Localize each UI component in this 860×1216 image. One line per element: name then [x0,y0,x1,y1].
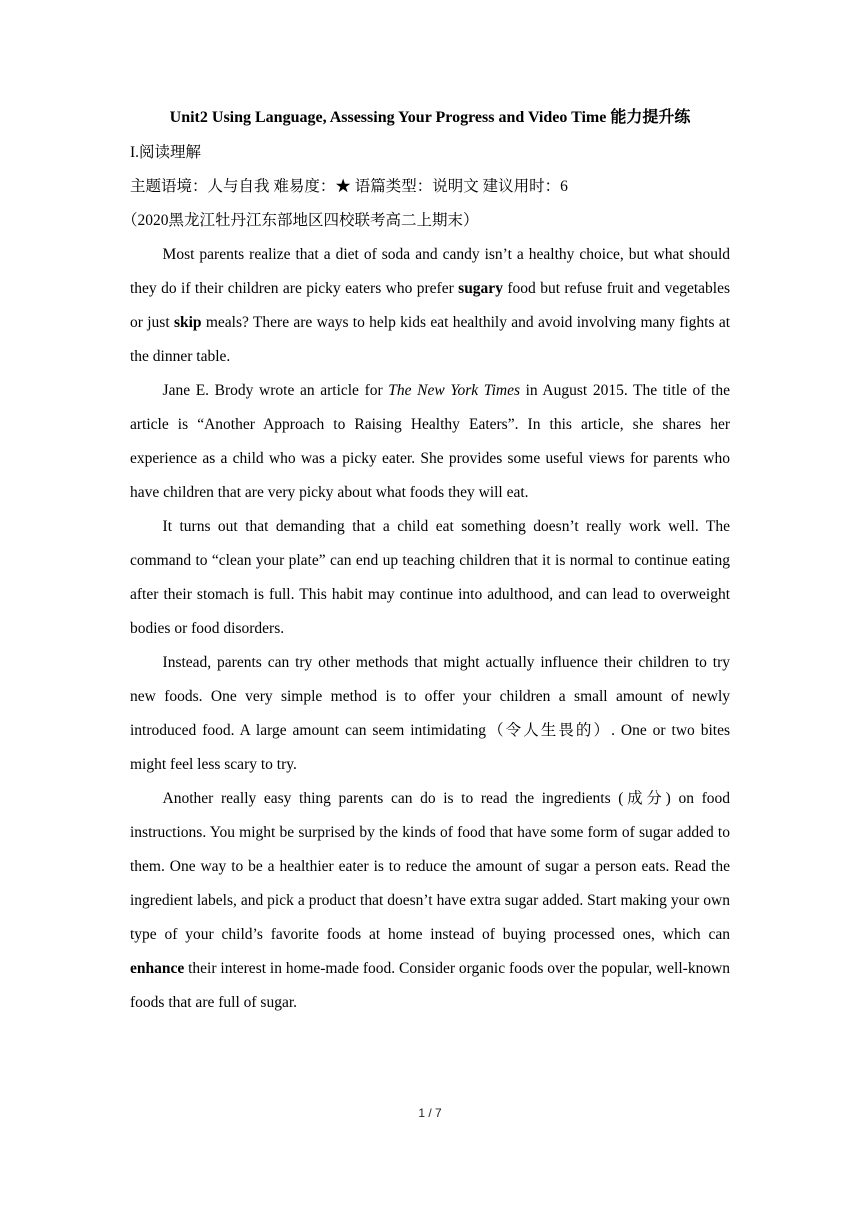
document-title: Unit2 Using Language, Assessing Your Progress and Video Time 能力提升练 [169,109,691,126]
paragraph-5 [130,782,730,1020]
paragraph-1 [130,238,730,374]
paragraph-4: Instead, parents can try other methods that might actually influence their children to try new foods. One very simple method is to offer your children a small amount of newly introduced food. A large amount can seem intimidating（令人生畏的）. One or two bites might feel less scary to try. [130,654,730,773]
paragraph-5-text-a: Another really easy thing parents can do is to read the ingredients (成分) on food instructions. You might be surprised by the kinds of food that have some form of sugar added to them. One way to be a healthier eater is to reduce the amount of sugar a person eats. Read the ingredient labels, and pick a product that doesn’t have extra sugar added. Start making your own type of your child’s favorite foods at home instead of buying processed ones, which can [130,790,730,943]
keyword-skip: skip [173,314,202,331]
paragraph-2 [130,374,730,510]
newspaper-name: The New York Times [388,382,520,399]
paragraph-1-text-a: Most parents realize that a diet of soda and candy isn’t a healthy choice, but what should they do if their children are picky eaters who prefer [130,246,730,297]
paragraph-2-text-a: Jane E. Brody wrote an article for [162,382,389,399]
paragraph-1-text-c: food but refuse fruit and vegetables or just [130,280,730,331]
passage-meta: 主题语境：人与自我 难易度：★ 语篇类型：说明文 建议用时：6 [130,178,568,195]
keyword-sugary: sugary [458,280,503,297]
passage-source: （2020黑龙江牡丹江东部地区四校联考高二上期末） [122,212,479,229]
paragraph-5-text-c: their interest in home-made food. Consider organic foods over the popular, well-known foods that are full of sugar. [130,960,731,1011]
page-number: 1 / 7 [418,1106,442,1120]
paragraph-1-text-e: meals? There are ways to help kids eat healthily and avoid involving many fights at the dinner table. [130,314,731,365]
document-page [122,100,731,1020]
paragraph-2-text-c: in August 2015. The title of the article is “Another Approach to Raising Healthy Eaters”. In this article, she shares her experience as a child who was a picky eater. She provides some useful views for parents who have children that are very picky about what foods they will eat. [130,382,730,501]
keyword-enhance: enhance [130,960,185,977]
section-heading: I.阅读理解 [130,144,202,161]
paragraph-3: It turns out that demanding that a child eat something doesn’t really work well. The command to “clean your plate” can end up teaching children that it is normal to continue eating after their stomach is full. This habit may continue into adulthood, and can lead to overweight bodies or food disorders. [130,518,730,637]
